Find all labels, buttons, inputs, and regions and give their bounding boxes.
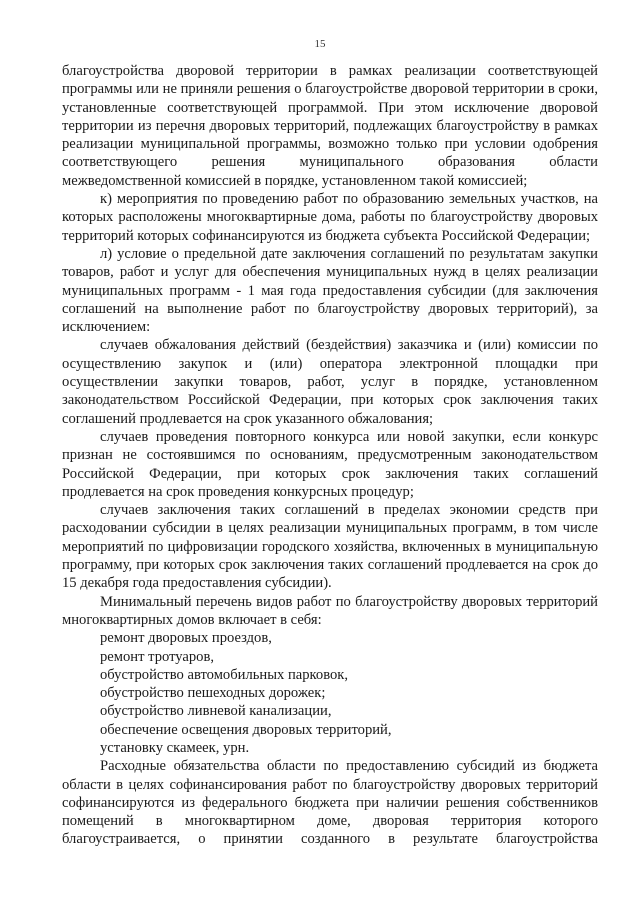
paragraph-7: Минимальный перечень видов работ по благоустройству дворовых территорий многоквартирных домов включает в себя: [62, 593, 598, 628]
paragraph-final: Расходные обязательства области по предоставлению субсидий из бюджета области в целях софинансирования работ по благоустройству дворовых территорий софинансируются из федерального бюджета при наличии решения собственников помещений в многоквартирном доме, дворовая территория которого благоустраивается, о принятии созданного в результате благоустройства [62, 758, 598, 848]
paragraph-6: случаев заключения таких соглашений в пределах экономии средств при расходовании субсидии в целях реализации муниципальных программ, в том числе мероприятий по цифровизации городского хозяйства, включенных в муниципальную программу, при которых срок заключения таких соглашений продлевается на срок до 15 декабря года предоставления субсидии). [62, 502, 598, 592]
paragraph-3: л) условие о предельной дате заключения соглашений по результатам закупки товаров, работ и услуг для обеспечения муниципальных нужд в целях реализации муниципальных программ - 1 мая года предоставления субсидии (для заключения соглашений на выполнение работ по благоустройству дворовых территорий), за исключением: [62, 245, 598, 336]
document-body [62, 62, 598, 849]
list-item: ремонт дворовых проездов, [100, 630, 272, 647]
paragraph-5: случаев проведения повторного конкурса или новой закупки, если конкурс признан не состоявшимся по основаниям, предусмотренным законодательством Российской Федерации, при которых срок заключения таких соглашений продлевается на срок проведения конкурсных процедур; [62, 428, 598, 500]
page-number: 15 [314, 38, 326, 50]
paragraph-1: благоустройства дворовой территории в рамках реализации соответствующей программы или не приняли решения о благоустройстве дворовой территории в сроки, установленные соответствующей программой. При этом исключение дворовой территории из перечня дворовых территорий, подлежащих благоустройству в рамках реализации муниципальной программы, возможно только при условии одобрения соответствующего решения муниципального образования области межведомственной комиссией в порядке, установленном такой комиссией; [62, 63, 598, 189]
list-item: ремонт тротуаров, [100, 648, 214, 665]
paragraph-4: случаев обжалования действий (бездействия) заказчика и (или) комиссии по осуществлению закупок и (или) оператора электронной площадки при осуществлении закупки товаров, работ, услуг в порядке, установленном законодательством Российской Федерации, при которых срок заключения таких соглашений продлевается на срок указанного обжалования; [62, 337, 598, 427]
list-item: обустройство пешеходных дорожек; [100, 685, 326, 702]
list-item: установку скамеек, урн. [100, 739, 250, 756]
list-item: обустройство автомобильных парковок, [100, 666, 349, 683]
paragraph-2: к) мероприятия по проведению работ по образованию земельных участков, на которых расположены многоквартирные дома, работы по благоустройству дворовых территорий которых софинансируются из бюджета субъекта Российской Федерации; [62, 191, 598, 244]
list-item: обустройство ливневой канализации, [100, 703, 332, 720]
list-item: обеспечение освещения дворовых территорий, [100, 721, 392, 738]
